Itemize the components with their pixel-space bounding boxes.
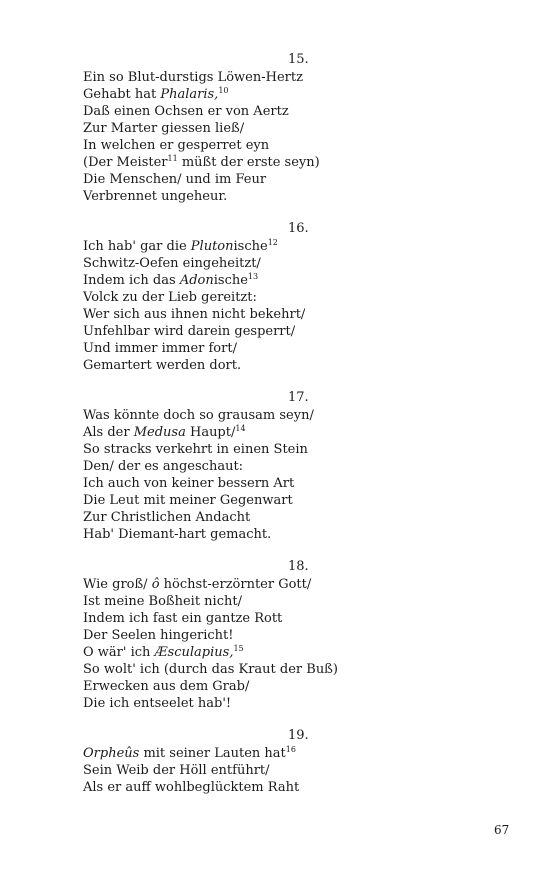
verse-line: [83, 644, 338, 661]
stanza-number: 15.: [288, 52, 309, 67]
stanza-lines: [83, 238, 305, 374]
verse-line: [83, 695, 338, 712]
verse-text: müßt der erste seyn): [177, 155, 320, 170]
verse-text: Daß einen Ochsen er von Aertz: [83, 104, 289, 119]
verse-line: [83, 289, 305, 306]
verse-line: [83, 424, 314, 441]
verse-line: [83, 593, 338, 610]
verse-text: ische: [233, 239, 268, 254]
footnote-marker: 12: [267, 238, 278, 247]
verse-text: Und immer immer fort/: [83, 341, 237, 356]
verse-line: [83, 238, 305, 255]
verse-text: Volck zu der Lieb gereitzt:: [83, 290, 257, 305]
verse-line: [83, 171, 320, 188]
verse-text: Die ich entseelet hab'!: [83, 696, 232, 711]
verse-text: Die Menschen/ und im Feur: [83, 172, 267, 187]
verse-line: [83, 475, 314, 492]
italic-text: Phalaris,: [160, 87, 219, 102]
verse-line: [83, 762, 299, 779]
verse-text: Ich hab' gar die: [83, 239, 191, 254]
verse-line: [83, 103, 320, 120]
footnote-marker: 13: [247, 272, 259, 281]
page-number: 67: [494, 823, 510, 837]
verse-line: [83, 745, 299, 762]
footnote-marker: 11: [167, 154, 178, 163]
verse-text: Ein so Blut-durstigs Löwen-Hertz: [83, 70, 303, 85]
verse-text: So wolt' ich (durch das Kraut der Buß): [83, 662, 338, 677]
verse-text: ische: [213, 273, 248, 288]
stanza-number: 19.: [288, 728, 309, 743]
stanza-lines: [83, 576, 338, 712]
stanza-lines: [83, 745, 299, 796]
footnote-marker: 10: [218, 86, 229, 95]
verse-text: Was könnte doch so grausam seyn/: [83, 408, 314, 423]
verse-line: [83, 526, 314, 543]
italic-text: Medusa: [133, 425, 186, 440]
verse-text: (Der Meister: [83, 155, 168, 170]
verse-text: höchst-erzörnter Gott/: [159, 577, 312, 592]
verse-line: [83, 120, 320, 137]
verse-text: O wär' ich: [83, 645, 155, 660]
verse-line: [83, 272, 305, 289]
verse-text: Ich auch von keiner bessern Art: [83, 476, 295, 491]
verse-text: Zur Marter giessen ließ/: [83, 121, 245, 136]
italic-text: Æsculapius,: [154, 645, 234, 660]
verse-line: [83, 576, 338, 593]
italic-text: Orpheûs: [83, 746, 140, 761]
verse-text: Als der: [83, 425, 134, 440]
verse-text: Zur Christlichen Andacht: [83, 510, 251, 525]
verse-line: [83, 627, 338, 644]
verse-text: Ist meine Boßheit nicht/: [83, 594, 242, 609]
verse-text: Verbrennet ungeheur.: [83, 189, 228, 204]
verse-text: Indem ich fast ein gantze Rott: [83, 611, 283, 626]
verse-line: [83, 255, 305, 272]
verse-line: [83, 407, 314, 424]
verse-line: [83, 661, 338, 678]
verse-text: Indem ich das: [83, 273, 180, 288]
verse-text: Erwecken aus dem Grab/: [83, 679, 250, 694]
verse-line: [83, 137, 320, 154]
italic-text: Pluton: [190, 239, 234, 254]
verse-text: Sein Weib der Höll entführt/: [83, 763, 270, 778]
verse-line: [83, 357, 305, 374]
verse-line: [83, 458, 314, 475]
verse-line: [83, 154, 320, 171]
footnote-marker: 16: [285, 745, 296, 754]
verse-line: [83, 441, 314, 458]
verse-text: Die Leut mit meiner Gegenwart: [83, 493, 293, 508]
verse-text: Hab' Diemant-hart gemacht.: [83, 527, 272, 542]
verse-line: [83, 69, 320, 86]
verse-text: Unfehlbar wird darein gesperrt/: [83, 324, 296, 339]
verse-text: Gehabt hat: [83, 87, 161, 102]
verse-line: [83, 323, 305, 340]
verse-text: Der Seelen hingericht!: [83, 628, 234, 643]
verse-text: So stracks verkehrt in einen Stein: [83, 442, 308, 457]
stanza-number: 17.: [288, 390, 309, 405]
verse-text: Schwitz-Oefen eingeheitzt/: [83, 256, 261, 271]
stanza-lines: [83, 69, 320, 205]
verse-line: [83, 678, 338, 695]
verse-text: Den/ der es angeschaut:: [83, 459, 244, 474]
stanza-number: 18.: [288, 559, 309, 574]
footnote-marker: 15: [233, 644, 244, 653]
verse-line: [83, 188, 320, 205]
verse-line: [83, 492, 314, 509]
italic-text: ô: [151, 577, 160, 592]
italic-text: Adon: [179, 273, 214, 288]
verse-text: mit seiner Lauten hat: [139, 746, 286, 761]
verse-text: Als er auff wohlbeglücktem Raht: [83, 780, 300, 795]
verse-text: Gemartert werden dort.: [83, 358, 242, 373]
verse-line: [83, 306, 305, 323]
verse-text: Haupt/: [185, 425, 236, 440]
verse-text: Wer sich aus ihnen nicht bekehrt/: [83, 307, 306, 322]
verse-line: [83, 610, 338, 627]
footnote-marker: 14: [235, 424, 246, 433]
verse-line: [83, 779, 299, 796]
verse-line: [83, 509, 314, 526]
verse-text: Wie groß/: [83, 577, 152, 592]
stanza-number: 16.: [288, 221, 309, 236]
verse-line: [83, 340, 305, 357]
stanza-lines: [83, 407, 314, 543]
verse-text: In welchen er gesperret eyn: [83, 138, 270, 153]
verse-line: [83, 86, 320, 103]
